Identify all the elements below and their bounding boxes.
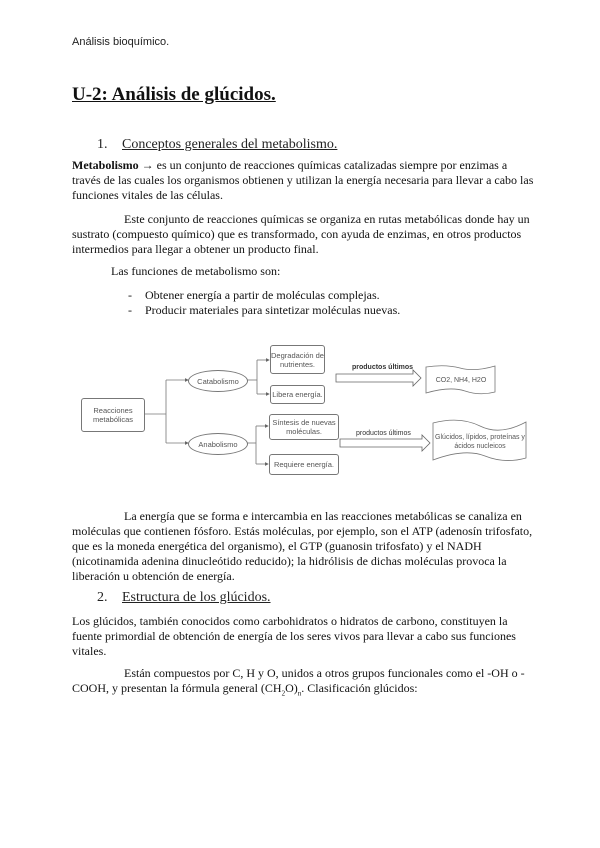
list-item [128, 303, 400, 318]
section-title: Estructura de los glúcidos. [122, 590, 271, 605]
running-header: Análisis bioquímico. [72, 36, 170, 48]
functions-list [128, 288, 400, 318]
paragraph-glucidos [72, 614, 534, 659]
section-heading-1 [97, 137, 497, 155]
products-anabolism: Glúcidos, lípidos, proteínas y ácidos nucleicos [435, 434, 525, 450]
products-arrow-top [336, 370, 421, 386]
node-sintesis: Síntesis de nuevas moléculas. [269, 414, 339, 440]
functions-intro: Las funciones de metabolismo son: [111, 264, 281, 278]
list-item-text: Producir materiales para sintetizar moléculas nuevas. [145, 303, 401, 317]
list-item-text: Obtener energía a partir de moléculas complejas. [145, 288, 380, 302]
node-degradacion: Degradación de nutrientes. [270, 345, 325, 374]
section-title: Conceptos generales del metabolismo. [122, 137, 338, 152]
list-item [128, 288, 400, 303]
definition-text: es un conjunto de reacciones químicas catalizadas siempre por enzimas a través de las cuales los organismos obtienen y utilizan la energía necesaria para llevar a cabo las funciones vitales de las células. [72, 158, 534, 202]
paragraph-text: Los glúcidos, también conocidos como carbohidratos o hidratos de carbono, constituyen la fuente primordial de obtención de energía de los seres vivos para llevar a cabo sus funciones vitales. [72, 614, 516, 658]
paragraph-text: . Clasificación glúcidos: [301, 681, 418, 695]
dash-bullet: - [128, 288, 132, 302]
arrow-label-top: productos últimos [352, 364, 414, 371]
section-number: 2. [97, 590, 108, 605]
node-catabolismo: Catabolismo [188, 370, 248, 392]
arrow-glyph: → [141, 158, 154, 172]
products-catabolism: CO2, NH4, H2O [435, 376, 487, 384]
dash-bullet: - [128, 303, 132, 317]
paragraph-text: Están compuestos por C, H y O, unidos a otros grupos funcionales como el -OH o -COOH, y presentan la fórmula general (CH [72, 666, 525, 695]
document-title: U-2: Análisis de glúcidos. [72, 84, 276, 105]
definition-term: Metabolismo [72, 158, 139, 172]
paragraph-text: Este conjunto de reacciones químicas se organiza en rutas metabólicas donde hay un sustrato (compuesto químico) que es transformado, con ayuda de enzimas, en otros productos intermedios para llegar a obtener un producto final. [72, 212, 530, 256]
section-heading-2 [97, 590, 497, 608]
formula-subscript: n [297, 689, 302, 698]
formula-subscript: 2 [281, 689, 286, 698]
metabolism-diagram [80, 338, 540, 483]
node-requiere-energia: Requiere energía. [269, 454, 339, 475]
section-number: 1. [97, 137, 108, 152]
node-libera-energia: Libera energía. [270, 385, 325, 404]
node-anabolismo: Anabolismo [188, 433, 248, 455]
paragraph-rutas [72, 212, 534, 257]
paragraph-text: La energía que se forma e intercambia en las reacciones metabólicas se canaliza en moléculas que contienen fósforo. Estás moléculas, por ejemplo, son el ATP (adenosín trifosfato, que es la moneda energética del organismo), el GTP (guanosin trifosfato) y el NADH (nicotinamida adenina dinucleótido reducido); la hidrólisis de dichas moléculas provoca la liberación u obtención de energía. [72, 509, 533, 583]
paragraph-composicion [72, 666, 534, 701]
formula-text: O) [285, 681, 298, 695]
definition-paragraph [72, 158, 534, 203]
products-arrow-bottom [340, 435, 430, 451]
paragraph-energia [72, 509, 534, 584]
node-reacciones-metabolicas: Reacciones metabólicas [81, 398, 145, 432]
arrow-label-bottom: productos últimos [356, 430, 411, 437]
